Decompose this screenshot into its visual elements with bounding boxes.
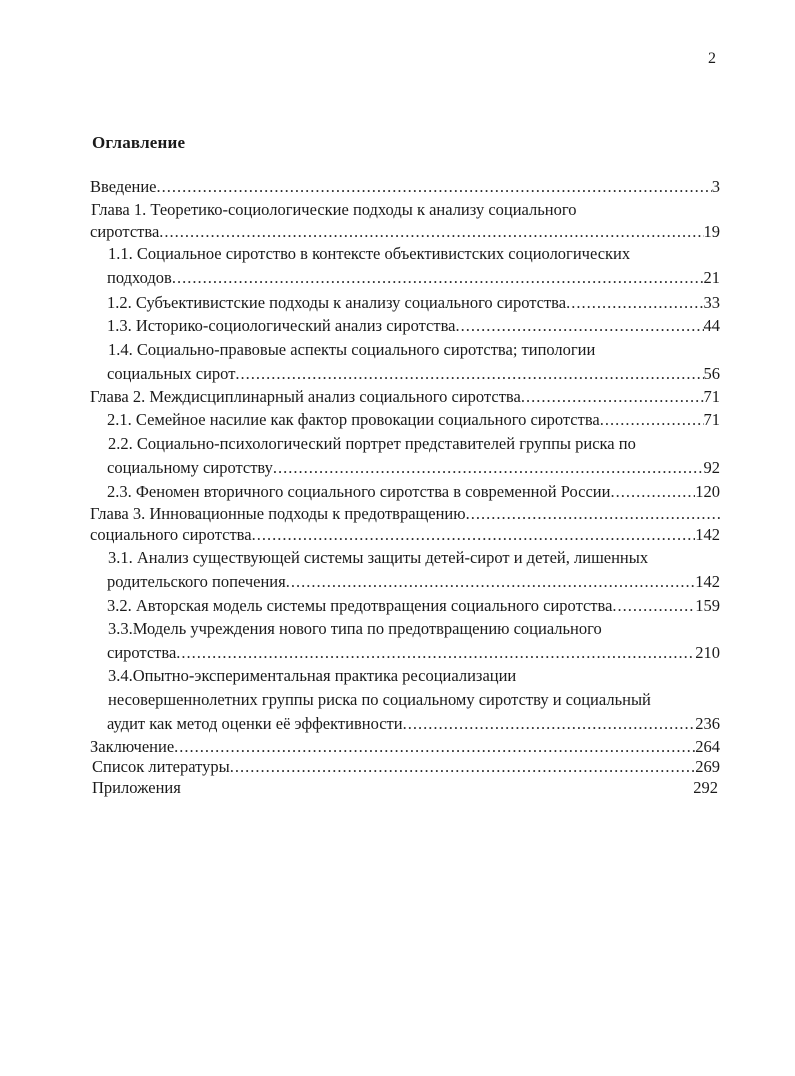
toc-entry-text: аудит как метод оценки её эффективности — [107, 714, 403, 733]
toc-entry-chapter-3[interactable] — [90, 525, 720, 545]
toc-entry-text: сиротства — [107, 643, 177, 662]
toc-entry-2-2-line-1[interactable]: 2.2. Социально-психологический портрет представителей группы риска по — [108, 434, 636, 453]
dot-leader — [174, 737, 695, 757]
toc-entry-page: 269 — [695, 757, 720, 776]
toc-entry-chapter-2[interactable] — [90, 387, 720, 407]
dot-leader — [600, 410, 704, 430]
toc-entry-text: Глава 2. Междисциплинарный анализ социального сиротства — [90, 387, 521, 406]
toc-entry-page: 44 — [703, 316, 720, 335]
toc-entry-page: 92 — [703, 458, 720, 477]
toc-entry-appendices[interactable] — [92, 778, 718, 798]
toc-entry-text: Приложения — [92, 778, 181, 797]
toc-entry-text: 2.1. Семейное насилие как фактор провокации социального сиротства — [107, 410, 600, 429]
toc-entry-1-3[interactable] — [107, 316, 720, 336]
toc-entry-1-4[interactable] — [107, 364, 720, 384]
toc-entry-text: социального сиротства — [90, 525, 252, 544]
toc-entry-page: 33 — [703, 293, 720, 312]
toc-entry-page: 142 — [695, 525, 720, 544]
dot-leader — [455, 316, 703, 336]
dot-leader — [172, 268, 704, 288]
toc-entry-page: 264 — [695, 737, 720, 756]
toc-entry-3-4[interactable] — [107, 714, 720, 734]
toc-entry-page: 120 — [695, 482, 720, 501]
toc-entry-text: 3.2. Авторская модель системы предотвращения социального сиротства — [107, 596, 613, 615]
toc-entry-text: Введение — [90, 177, 157, 196]
toc-entry-page: 292 — [693, 778, 718, 797]
toc-entry-text: подходов — [107, 268, 172, 287]
page-title: Оглавление — [92, 133, 186, 152]
dot-leader — [273, 458, 704, 478]
toc-entry-page: 210 — [695, 643, 720, 662]
dot-leader — [252, 525, 696, 545]
toc-entry-page: 19 — [703, 222, 720, 241]
dot-leader — [286, 572, 696, 592]
dot-leader — [521, 387, 704, 407]
toc-entry-3-1-line-1[interactable]: 3.1. Анализ существующей системы защиты детей-сирот и детей, лишенных — [108, 548, 649, 567]
dot-leader — [566, 293, 703, 313]
toc-entry-2-1[interactable] — [107, 410, 720, 430]
toc-entry-2-3[interactable] — [107, 482, 720, 502]
toc-entry-text: Глава 3. Инновационные подходы к предотвращению — [90, 504, 466, 523]
toc-entry-3-3[interactable] — [107, 643, 720, 663]
toc-entry-page: 21 — [703, 268, 720, 287]
toc-entry-1-4-line-1[interactable]: 1.4. Социально-правовые аспекты социального сиротства; типологии — [108, 340, 596, 359]
toc-entry-chapter-3-line-1[interactable] — [90, 504, 720, 524]
toc-entry-bibliography[interactable] — [92, 757, 720, 777]
toc-entry-text: социальному сиротству — [107, 458, 273, 477]
toc-entry-text: социальных сирот — [107, 364, 236, 383]
dot-leader — [610, 482, 695, 502]
toc-entry-3-4-line-2[interactable]: несовершеннолетних группы риска по социальному сиротству и социальный — [108, 690, 651, 709]
dot-leader — [157, 177, 712, 197]
toc-entry-1-1[interactable] — [107, 268, 720, 288]
toc-entry-text: сиротства — [90, 222, 160, 241]
toc-entry-conclusion[interactable] — [90, 737, 720, 757]
dot-leader — [466, 504, 720, 524]
toc-entry-1-1-line-1[interactable]: 1.1. Социальное сиротство в контексте объективистских социологических — [108, 244, 631, 263]
toc-entry-3-4-line-1[interactable]: 3.4.Опытно-экспериментальная практика ресоциализации — [108, 666, 517, 685]
toc-entry-text: Список литературы — [92, 757, 230, 776]
toc-entry-page: 56 — [703, 364, 720, 383]
toc-entry-page: 71 — [703, 410, 720, 429]
toc-entry-chapter-1[interactable] — [90, 222, 720, 242]
dot-leader — [235, 364, 703, 384]
toc-entry-1-2[interactable] — [107, 293, 720, 313]
page-number: 2 — [708, 50, 716, 67]
dot-leader — [159, 222, 703, 242]
toc-entry-3-2[interactable] — [107, 596, 720, 616]
toc-entry-page: 71 — [703, 387, 720, 406]
toc-entry-page: 159 — [695, 596, 720, 615]
toc-entry-3-1[interactable] — [107, 572, 720, 592]
dot-leader — [612, 596, 695, 616]
toc-entry-text: 1.3. Историко-социологический анализ сиротства — [107, 316, 456, 335]
toc-entry-text: Заключение — [90, 737, 175, 756]
toc-entry-introduction[interactable] — [90, 177, 720, 197]
toc-entry-chapter-1-line-1[interactable]: Глава 1. Теоретико-социологические подходы к анализу социального — [91, 200, 577, 219]
toc-entry-text: 2.3. Феномен вторичного социального сиротства в современной России — [107, 482, 611, 501]
toc-entry-text: родительского попечения — [107, 572, 286, 591]
toc-entry-page: 142 — [695, 572, 720, 591]
toc-entry-3-3-line-1[interactable]: 3.3.Модель учреждения нового типа по предотвращению социального — [108, 619, 602, 638]
toc-entry-page: 3 — [711, 177, 720, 196]
toc-entry-2-2[interactable] — [107, 458, 720, 478]
dot-leader — [176, 643, 695, 663]
toc-entry-page: 236 — [695, 714, 720, 733]
dot-leader — [403, 714, 696, 734]
dot-leader — [230, 757, 696, 777]
toc-entry-text: 1.2. Субъективистские подходы к анализу социального сиротства — [107, 293, 567, 312]
